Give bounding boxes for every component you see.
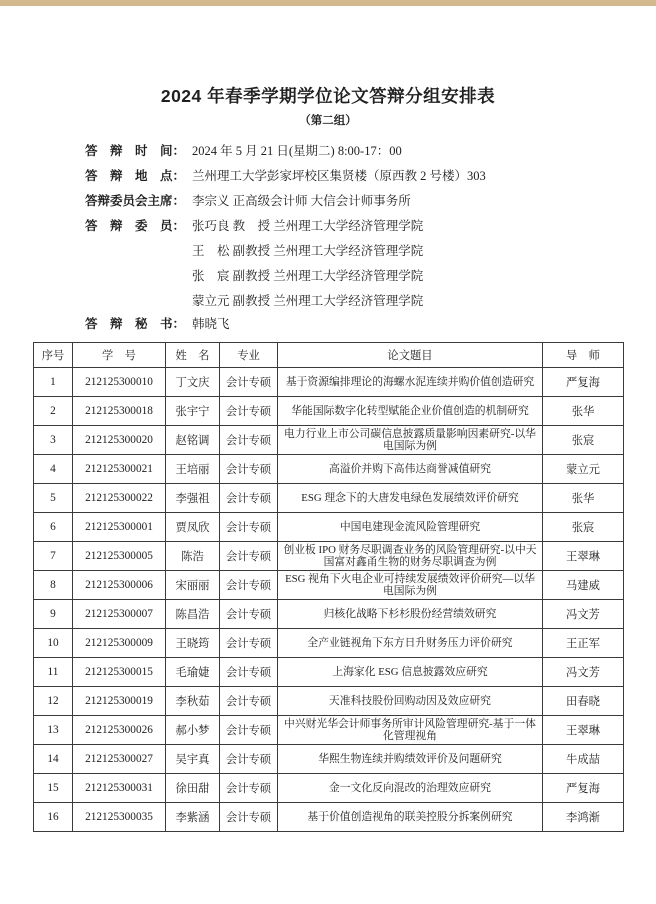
cell-thesis-title: 基于价值创造视角的联美控股分拆案例研究 bbox=[278, 803, 543, 832]
cell-major: 会计专硕 bbox=[220, 629, 278, 658]
committee-member-line bbox=[85, 264, 623, 289]
cell-name: 李强祖 bbox=[166, 484, 220, 513]
cell-student-id: 212125300009 bbox=[73, 629, 166, 658]
cell-major: 会计专硕 bbox=[220, 426, 278, 455]
cell-thesis-title: 全产业链视角下东方日升财务压力评价研究 bbox=[278, 629, 543, 658]
cell-advisor: 王正军 bbox=[543, 629, 624, 658]
cell-student-id: 212125300035 bbox=[73, 803, 166, 832]
cell-advisor: 李鸿渐 bbox=[543, 803, 624, 832]
cell-major: 会计专硕 bbox=[220, 803, 278, 832]
defense-place-line bbox=[85, 164, 623, 189]
cell-thesis-title: 中兴财光华会计师事务所审计风险管理研究-基于一体化管理视角 bbox=[278, 716, 543, 745]
table-row bbox=[34, 687, 624, 716]
defense-place-value: 兰州理工大学彭家坪校区集贤楼（原西教 2 号楼）303 bbox=[192, 169, 486, 183]
cell-student-id: 212125300019 bbox=[73, 687, 166, 716]
table-row bbox=[34, 397, 624, 426]
table-row bbox=[34, 571, 624, 600]
cell-thesis-title: 高溢价并购下高伟达商誉减值研究 bbox=[278, 455, 543, 484]
cell-advisor: 牛成喆 bbox=[543, 745, 624, 774]
cell-thesis-title: 中国电建现金流风险管理研究 bbox=[278, 513, 543, 542]
cell-name: 王晓筠 bbox=[166, 629, 220, 658]
cell-student-id: 212125300010 bbox=[73, 368, 166, 397]
cell-no: 12 bbox=[34, 687, 73, 716]
cell-student-id: 212125300020 bbox=[73, 426, 166, 455]
committee-chair-label: 答辩委员会主席： bbox=[85, 194, 186, 208]
cell-advisor: 严复海 bbox=[543, 774, 624, 803]
thesis-table-body bbox=[34, 368, 624, 832]
committee-members-label: 答 辩 委 员： bbox=[85, 219, 186, 233]
cell-name: 吴宇真 bbox=[166, 745, 220, 774]
cell-advisor: 蒙立元 bbox=[543, 455, 624, 484]
cell-name: 毛瑜婕 bbox=[166, 658, 220, 687]
cell-no: 3 bbox=[34, 426, 73, 455]
cell-thesis-title: 创业板 IPO 财务尽职调查业务的风险管理研究-以中天国富对鑫甬生物的财务尽职调查为例 bbox=[278, 542, 543, 571]
cell-name: 徐田甜 bbox=[166, 774, 220, 803]
cell-thesis-title: 基于资源编排理论的海螺水泥连续并购价值创造研究 bbox=[278, 368, 543, 397]
defense-time-value: 2024 年 5 月 21 日(星期二) 8:00-17：00 bbox=[192, 144, 402, 158]
table-header bbox=[34, 343, 624, 368]
defense-secretary-value: 韩晓飞 bbox=[192, 317, 230, 331]
thesis-schedule-table bbox=[33, 342, 624, 832]
cell-advisor: 张华 bbox=[543, 397, 624, 426]
cell-thesis-title: 金一文化反向混改的治理效应研究 bbox=[278, 774, 543, 803]
cell-student-id: 212125300015 bbox=[73, 658, 166, 687]
cell-no: 14 bbox=[34, 745, 73, 774]
cell-no: 10 bbox=[34, 629, 73, 658]
cell-advisor: 马建威 bbox=[543, 571, 624, 600]
table-header-row bbox=[34, 343, 624, 368]
cell-name: 李紫涵 bbox=[166, 803, 220, 832]
cell-thesis-title: ESG 视角下火电企业可持续发展绩效评价研究—以华电国际为例 bbox=[278, 571, 543, 600]
cell-name: 郝小梦 bbox=[166, 716, 220, 745]
table-row bbox=[34, 600, 624, 629]
cell-student-id: 212125300026 bbox=[73, 716, 166, 745]
cell-name: 宋丽丽 bbox=[166, 571, 220, 600]
cell-student-id: 212125300031 bbox=[73, 774, 166, 803]
defense-place-label: 答 辩 地 点： bbox=[85, 169, 186, 183]
defense-secretary-label: 答 辩 秘 书： bbox=[85, 317, 186, 331]
table-row bbox=[34, 542, 624, 571]
cell-advisor: 严复海 bbox=[543, 368, 624, 397]
table-row bbox=[34, 745, 624, 774]
defense-time-label: 答 辩 时 间： bbox=[85, 144, 186, 158]
cell-thesis-title: 归核化战略下杉杉股份经营绩效研究 bbox=[278, 600, 543, 629]
table-row bbox=[34, 484, 624, 513]
cell-student-id: 212125300006 bbox=[73, 571, 166, 600]
cell-student-id: 212125300001 bbox=[73, 513, 166, 542]
table-row bbox=[34, 426, 624, 455]
header-name: 姓 名 bbox=[166, 343, 220, 368]
committee-member-line bbox=[85, 214, 623, 239]
cell-no: 7 bbox=[34, 542, 73, 571]
page-title: 2024 年春季学期学位论文答辩分组安排表 bbox=[160, 86, 496, 106]
cell-no: 13 bbox=[34, 716, 73, 745]
committee-member-value: 蒙立元 副教授 兰州理工大学经济管理学院 bbox=[192, 294, 424, 308]
cell-major: 会计专硕 bbox=[220, 571, 278, 600]
cell-major: 会计专硕 bbox=[220, 716, 278, 745]
committee-chair-line bbox=[85, 189, 623, 214]
cell-thesis-title: 上海家化 ESG 信息披露效应研究 bbox=[278, 658, 543, 687]
table-row bbox=[34, 513, 624, 542]
header-no: 序号 bbox=[34, 343, 73, 368]
cell-no: 11 bbox=[34, 658, 73, 687]
defense-info-block bbox=[85, 139, 623, 335]
cell-student-id: 212125300022 bbox=[73, 484, 166, 513]
committee-member-line bbox=[85, 239, 623, 264]
cell-advisor: 王翠琳 bbox=[543, 542, 624, 571]
committee-member-value: 张巧良 教 授 兰州理工大学经济管理学院 bbox=[192, 219, 424, 233]
cell-student-id: 212125300005 bbox=[73, 542, 166, 571]
cell-no: 16 bbox=[34, 803, 73, 832]
cell-advisor: 张宸 bbox=[543, 426, 624, 455]
cell-thesis-title: 电力行业上市公司碳信息披露质量影响因素研究-以华电国际为例 bbox=[278, 426, 543, 455]
cell-advisor: 王翠琳 bbox=[543, 716, 624, 745]
cell-name: 陈浩 bbox=[166, 542, 220, 571]
cell-no: 9 bbox=[34, 600, 73, 629]
table-row bbox=[34, 803, 624, 832]
cell-advisor: 张华 bbox=[543, 484, 624, 513]
group-subtitle: （第二组） bbox=[299, 115, 357, 127]
cell-advisor: 张宸 bbox=[543, 513, 624, 542]
cell-major: 会计专硕 bbox=[220, 484, 278, 513]
cell-advisor: 冯文芳 bbox=[543, 600, 624, 629]
defense-time-line bbox=[85, 139, 623, 164]
table-row bbox=[34, 629, 624, 658]
header-student-id: 学 号 bbox=[73, 343, 166, 368]
cell-name: 赵铭调 bbox=[166, 426, 220, 455]
cell-no: 15 bbox=[34, 774, 73, 803]
committee-member-line bbox=[85, 289, 623, 314]
cell-advisor: 田春晓 bbox=[543, 687, 624, 716]
cell-no: 6 bbox=[34, 513, 73, 542]
cell-name: 丁文庆 bbox=[166, 368, 220, 397]
cell-major: 会计专硕 bbox=[220, 745, 278, 774]
cell-name: 李秋茹 bbox=[166, 687, 220, 716]
scan-edge-strip bbox=[0, 0, 656, 6]
table-row bbox=[34, 455, 624, 484]
cell-major: 会计专硕 bbox=[220, 455, 278, 484]
document-page bbox=[0, 84, 656, 832]
cell-name: 贾凤欣 bbox=[166, 513, 220, 542]
cell-major: 会计专硕 bbox=[220, 774, 278, 803]
header-thesis-title: 论文题目 bbox=[278, 343, 543, 368]
table-row bbox=[34, 368, 624, 397]
cell-no: 1 bbox=[34, 368, 73, 397]
cell-thesis-title: ESG 理念下的大唐发电绿色发展绩效评价研究 bbox=[278, 484, 543, 513]
cell-major: 会计专硕 bbox=[220, 397, 278, 426]
table-row bbox=[34, 658, 624, 687]
cell-student-id: 212125300018 bbox=[73, 397, 166, 426]
cell-name: 张宇宁 bbox=[166, 397, 220, 426]
cell-no: 4 bbox=[34, 455, 73, 484]
cell-major: 会计专硕 bbox=[220, 368, 278, 397]
committee-members bbox=[85, 214, 623, 314]
cell-name: 王培丽 bbox=[166, 455, 220, 484]
cell-major: 会计专硕 bbox=[220, 542, 278, 571]
header-major: 专业 bbox=[220, 343, 278, 368]
committee-chair-value: 李宗义 正高级会计师 大信会计师事务所 bbox=[192, 194, 411, 208]
cell-major: 会计专硕 bbox=[220, 600, 278, 629]
cell-major: 会计专硕 bbox=[220, 513, 278, 542]
cell-no: 8 bbox=[34, 571, 73, 600]
cell-no: 2 bbox=[34, 397, 73, 426]
cell-major: 会计专硕 bbox=[220, 658, 278, 687]
committee-member-value: 王 松 副教授 兰州理工大学经济管理学院 bbox=[192, 244, 424, 258]
committee-member-value: 张 宸 副教授 兰州理工大学经济管理学院 bbox=[192, 269, 424, 283]
cell-student-id: 212125300007 bbox=[73, 600, 166, 629]
cell-thesis-title: 华熙生物连续并购绩效评价及问题研究 bbox=[278, 745, 543, 774]
header-advisor: 导 师 bbox=[543, 343, 624, 368]
cell-no: 5 bbox=[34, 484, 73, 513]
cell-advisor: 冯文芳 bbox=[543, 658, 624, 687]
cell-major: 会计专硕 bbox=[220, 687, 278, 716]
cell-name: 陈昌浩 bbox=[166, 600, 220, 629]
defense-secretary-line bbox=[85, 314, 623, 335]
table-row bbox=[34, 716, 624, 745]
cell-thesis-title: 华能国际数字化转型赋能企业价值创造的机制研究 bbox=[278, 397, 543, 426]
cell-student-id: 212125300027 bbox=[73, 745, 166, 774]
table-row bbox=[34, 774, 624, 803]
cell-student-id: 212125300021 bbox=[73, 455, 166, 484]
cell-thesis-title: 天准科技股份回购动因及效应研究 bbox=[278, 687, 543, 716]
